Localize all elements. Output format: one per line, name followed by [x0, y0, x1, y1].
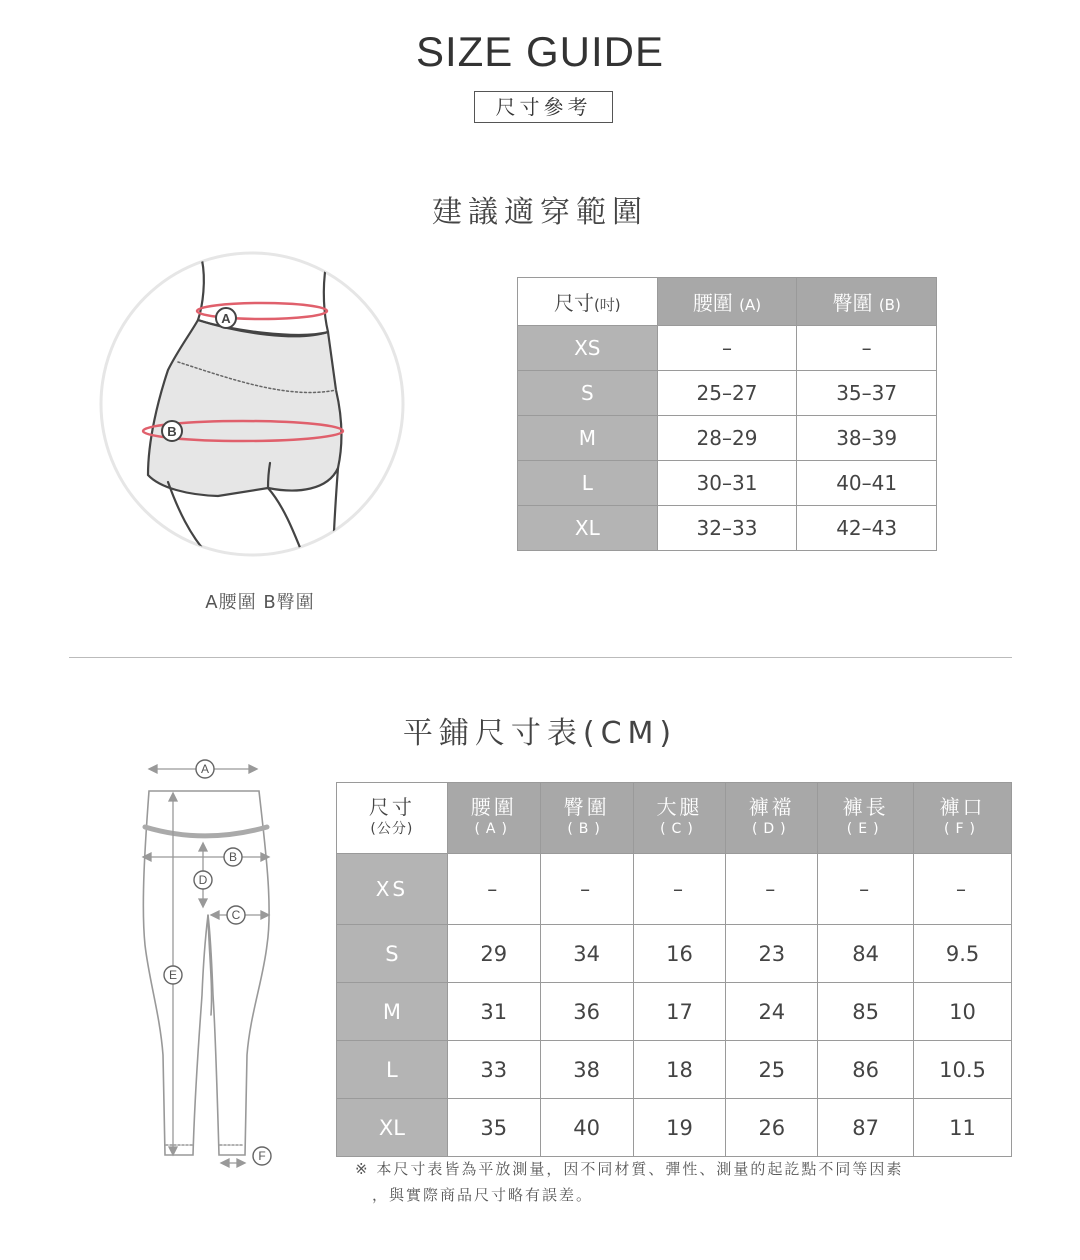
header-waist	[447, 783, 540, 854]
size-cell: S	[337, 925, 448, 983]
table-row	[337, 1099, 1012, 1157]
header-label: 褲口	[939, 795, 986, 819]
hip-cell: 42–43	[797, 506, 937, 551]
header-size-unit: (吋)	[593, 296, 621, 314]
measure-cell: –	[914, 854, 1012, 925]
size-cell: M	[337, 983, 448, 1041]
marker-a	[196, 760, 214, 778]
measure-cell: –	[726, 854, 818, 925]
measure-cell: 38	[540, 1041, 633, 1099]
measure-cell: 25	[726, 1041, 818, 1099]
waist-cell: 28–29	[657, 416, 797, 461]
hip-waist-diagram	[98, 250, 408, 560]
header-sub: (公分)	[370, 821, 414, 837]
size-cell: XS	[337, 854, 448, 925]
hip-cell: 38–39	[797, 416, 937, 461]
measure-cell: 17	[633, 983, 726, 1041]
marker-d	[194, 871, 212, 889]
waist-cell: 30–31	[657, 461, 797, 506]
measure-cell: 11	[914, 1099, 1012, 1157]
measurement-note-line1: ※ 本尺寸表皆為平放測量，因不同材質、彈性、測量的起訖點不同等因素	[355, 1160, 904, 1178]
measure-cell: –	[633, 854, 726, 925]
header-label: 褲長	[842, 795, 889, 819]
measure-cell: 34	[540, 925, 633, 983]
table-row	[337, 983, 1012, 1041]
header-waist-label: 腰圍	[692, 291, 733, 315]
svg-text:C: C	[231, 908, 241, 922]
waist-cell: –	[657, 326, 797, 371]
measure-cell: 10.5	[914, 1041, 1012, 1099]
table-row	[518, 326, 937, 371]
waist-cell: 25–27	[657, 371, 797, 416]
measure-cell: 29	[447, 925, 540, 983]
header-label: 腰圍	[470, 795, 517, 819]
section-title-flat-measure: 平鋪尺寸表(CM)	[402, 716, 678, 751]
header-hip-code: (B)	[878, 296, 901, 314]
marker-f	[253, 1147, 271, 1165]
header-waist-code: (A)	[739, 296, 762, 314]
svg-text:E: E	[168, 968, 178, 982]
diagram-caption: A腰圍 B臀圍	[205, 592, 315, 613]
measure-cell: 87	[818, 1099, 914, 1157]
header-size	[337, 783, 448, 854]
table-row	[518, 371, 937, 416]
hip-cell: –	[797, 326, 937, 371]
marker-b	[162, 421, 182, 441]
size-cell: L	[518, 461, 658, 506]
header-sub: (D)	[751, 821, 792, 837]
measure-cell: 85	[818, 983, 914, 1041]
table-row	[337, 854, 1012, 925]
measure-cell: 10	[914, 983, 1012, 1041]
measure-cell: 18	[633, 1041, 726, 1099]
measure-cell: 9.5	[914, 925, 1012, 983]
table-row	[518, 416, 937, 461]
header-sub: (A)	[474, 821, 513, 837]
section-title-fit-range: 建議適穿範圍	[432, 195, 648, 230]
header-hip	[540, 783, 633, 854]
marker-e	[164, 966, 182, 984]
header-sub: (F)	[944, 821, 982, 837]
size-cell: XS	[518, 326, 658, 371]
header-sub: (E)	[846, 821, 885, 837]
header-hem	[914, 783, 1012, 854]
measure-cell: 86	[818, 1041, 914, 1099]
size-cell: S	[518, 371, 658, 416]
measure-cell: 35	[447, 1099, 540, 1157]
header-length	[818, 783, 914, 854]
fit-range-table	[517, 277, 937, 551]
size-cell: XL	[518, 506, 658, 551]
measure-cell: –	[818, 854, 914, 925]
measure-cell: 19	[633, 1099, 726, 1157]
svg-text:D: D	[198, 873, 208, 887]
table-row	[518, 506, 937, 551]
header-label: 大腿	[656, 795, 703, 819]
page-title: SIZE GUIDE	[415, 28, 665, 75]
table-row	[337, 1041, 1012, 1099]
measure-cell: 16	[633, 925, 726, 983]
measure-cell: –	[540, 854, 633, 925]
size-cell: L	[337, 1041, 448, 1099]
svg-text:A: A	[221, 311, 231, 326]
header-size-label: 尺寸	[553, 291, 594, 315]
measure-cell: –	[447, 854, 540, 925]
svg-text:B: B	[167, 424, 177, 439]
marker-c	[227, 906, 245, 924]
page-subtitle: 尺寸參考	[474, 91, 613, 123]
measure-cell: 24	[726, 983, 818, 1041]
flat-measure-table	[336, 782, 1012, 1157]
waist-cell: 32–33	[657, 506, 797, 551]
header-sub: (B)	[567, 821, 606, 837]
leggings-diagram	[135, 755, 285, 1175]
hip-cell: 40–41	[797, 461, 937, 506]
measure-cell: 36	[540, 983, 633, 1041]
svg-text:B: B	[228, 850, 238, 864]
table-header-row	[337, 783, 1012, 854]
header-thigh	[633, 783, 726, 854]
table-row	[337, 925, 1012, 983]
header-rise	[726, 783, 818, 854]
table-row	[518, 461, 937, 506]
measure-cell: 26	[726, 1099, 818, 1157]
section-divider	[69, 657, 1012, 658]
hip-cell: 35–37	[797, 371, 937, 416]
svg-text:F: F	[258, 1149, 266, 1163]
svg-text:A: A	[200, 762, 210, 776]
header-hip	[797, 278, 937, 326]
measure-cell: 84	[818, 925, 914, 983]
table-header-row	[518, 278, 937, 326]
measure-cell: 31	[447, 983, 540, 1041]
header-label: 臀圍	[563, 795, 610, 819]
header-sub: (C)	[660, 821, 699, 837]
marker-a	[216, 308, 236, 328]
measure-cell: 40	[540, 1099, 633, 1157]
size-cell: XL	[337, 1099, 448, 1157]
measure-cell: 23	[726, 925, 818, 983]
header-label: 尺寸	[368, 795, 415, 819]
marker-b	[224, 848, 242, 866]
size-cell: M	[518, 416, 658, 461]
header-waist	[657, 278, 797, 326]
measure-cell: 33	[447, 1041, 540, 1099]
header-hip-label: 臀圍	[832, 291, 873, 315]
measurement-note-line2: ，與實際商品尺寸略有誤差。	[372, 1186, 594, 1204]
header-size	[518, 278, 658, 326]
header-label: 褲襠	[748, 795, 795, 819]
